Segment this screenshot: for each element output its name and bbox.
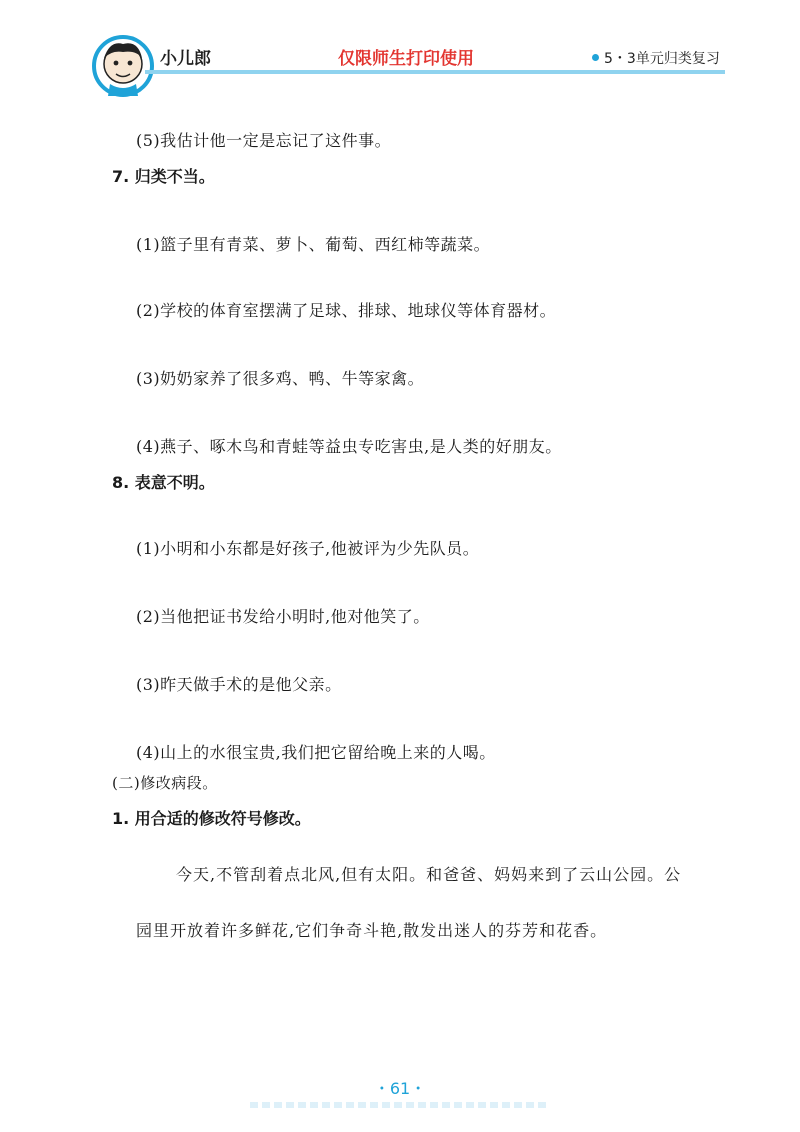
s7-item-5: (5)我估计他一定是忘记了这件事。 bbox=[136, 131, 392, 150]
section-7-heading: 7. 归类不当。 bbox=[112, 167, 215, 186]
section-label: 5・3单元归类复习 bbox=[604, 51, 720, 67]
s8-item-1: (1)小明和小东都是好孩子,他被评为少先队员。 bbox=[136, 539, 480, 558]
section-8-heading: 8. 表意不明。 bbox=[112, 473, 215, 492]
paragraph-line-1: 今天,不管刮着点北风,但有太阳。和爸爸、妈妈来到了云山公园。公 bbox=[176, 865, 682, 884]
s8-item-3: (3)昨天做手术的是他父亲。 bbox=[136, 675, 342, 694]
footer-decoration bbox=[250, 1102, 550, 1108]
s7-item-2: (2)学校的体育室摆满了足球、排球、地球仪等体育器材。 bbox=[136, 301, 557, 320]
s8-item-2: (2)当他把证书发给小明时,他对他笑了。 bbox=[136, 607, 430, 626]
s7-item-1: (1)篮子里有青菜、萝卜、葡萄、西红柿等蔬菜。 bbox=[136, 235, 491, 254]
question-1-heading: 1. 用合适的修改符号修改。 bbox=[112, 809, 311, 828]
page-header bbox=[0, 0, 800, 110]
mascot-logo-icon bbox=[92, 34, 154, 98]
s7-item-3: (3)奶奶家养了很多鸡、鸭、牛等家禽。 bbox=[136, 369, 425, 388]
print-watermark: 仅限师生打印使用 bbox=[338, 49, 474, 69]
header-rule bbox=[145, 70, 725, 74]
brand-name: 小儿郎 bbox=[160, 49, 211, 69]
paragraph-line-2: 园里开放着许多鲜花,它们争奇斗艳,散发出迷人的芬芳和花香。 bbox=[136, 921, 608, 940]
part-2-heading: (二)修改病段。 bbox=[112, 774, 218, 792]
s7-item-4: (4)燕子、啄木鸟和青蛙等益虫专吃害虫,是人类的好朋友。 bbox=[136, 437, 562, 456]
bullet-dot-icon bbox=[592, 54, 599, 61]
s8-item-4: (4)山上的水很宝贵,我们把它留给晚上来的人喝。 bbox=[136, 743, 496, 762]
page-number: ・61・ bbox=[373, 1079, 427, 1098]
